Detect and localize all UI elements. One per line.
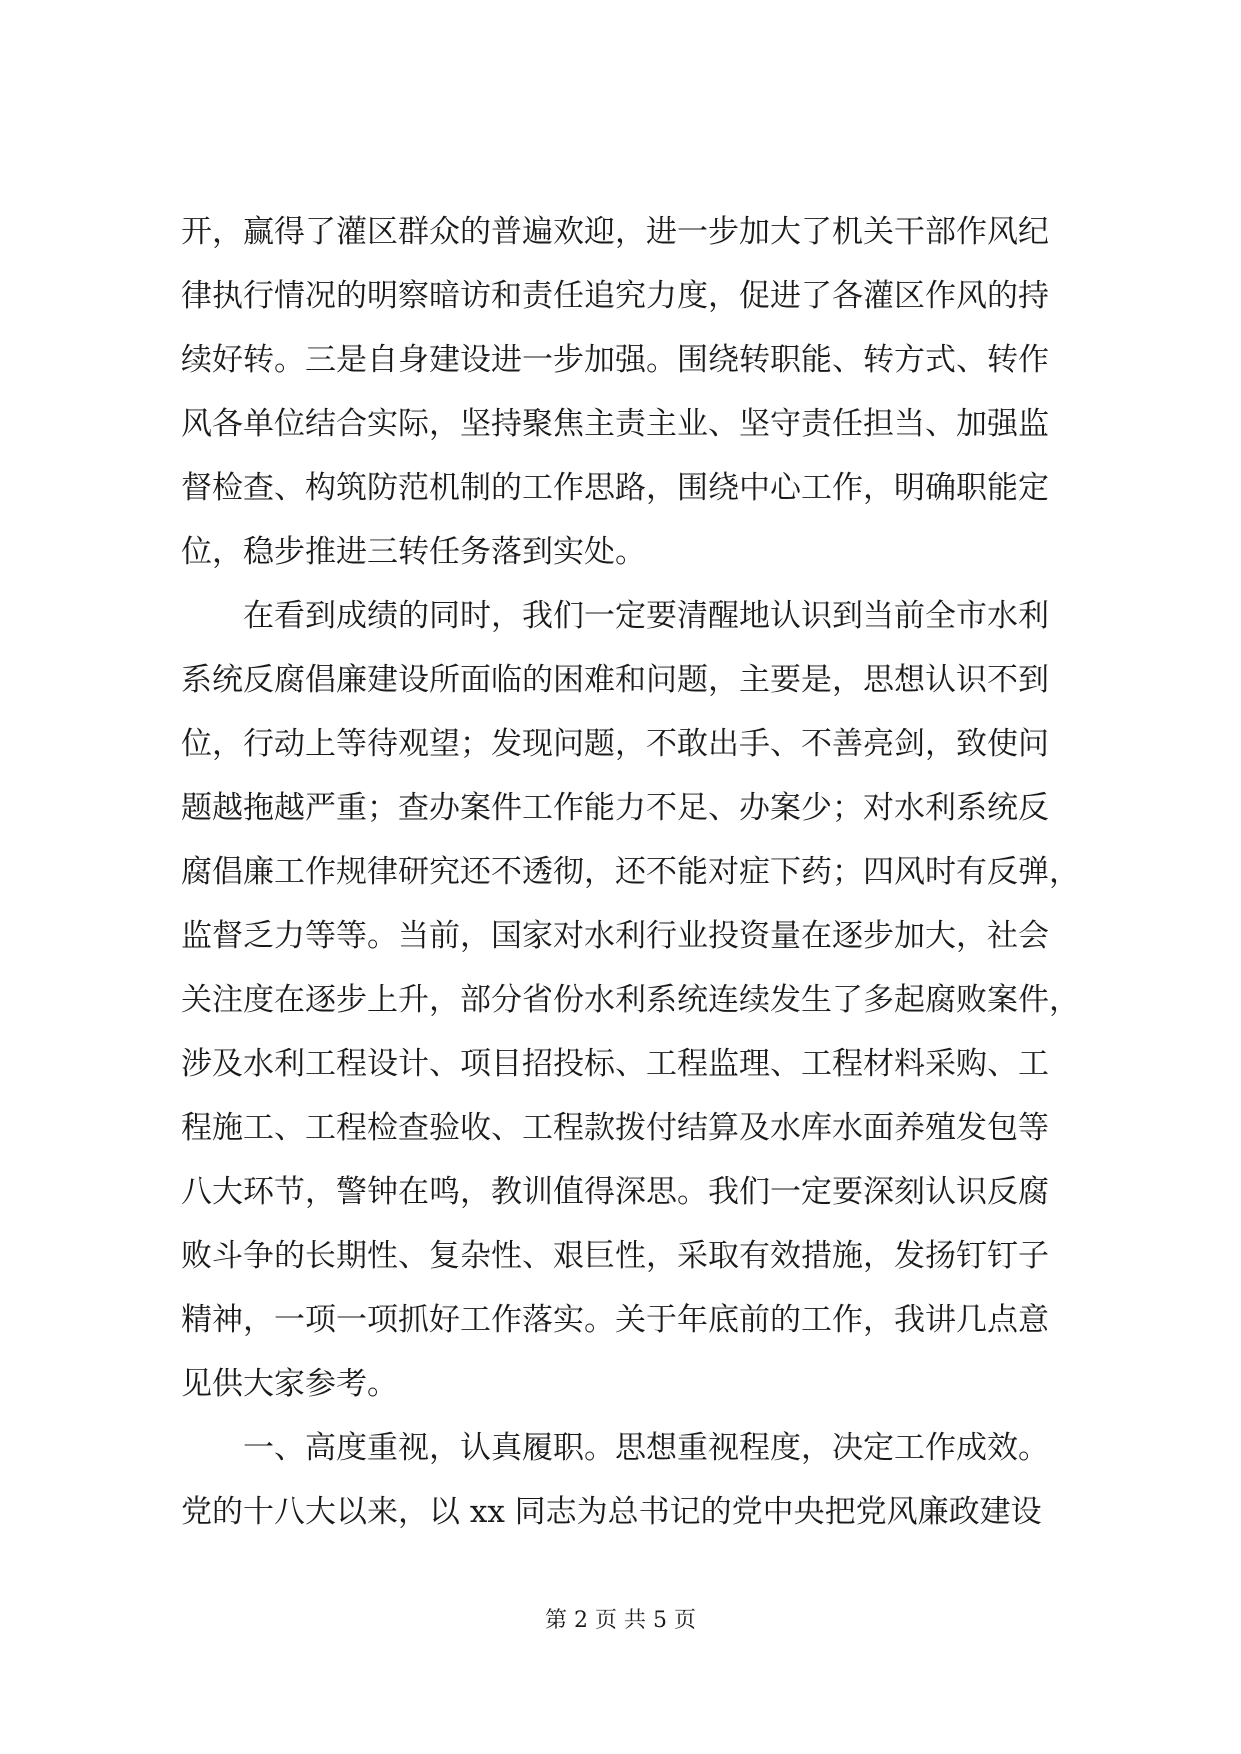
text-line: 党的十八大以来，以 xx 同志为总书记的党中央把党风廉政建设 [181, 1494, 1042, 1530]
text-line: 涉及水利工程设计、项目招投标、工程监理、工程材料采购、工 [181, 1046, 1049, 1082]
text-line: 系统反腐倡廉建设所面临的困难和问题，主要是，思想认识不到 [181, 662, 1049, 698]
document-body [181, 200, 1101, 1544]
text-line: 开，赢得了灌区群众的普遍欢迎，进一步加大了机关干部作风纪 [181, 214, 1049, 250]
text-line: 位，稳步推进三转任务落到实处。 [181, 534, 646, 570]
text-line: 续好转。三是自身建设进一步加强。围绕转职能、转方式、转作 [181, 342, 1049, 378]
text-line: 题越拖越严重；查办案件工作能力不足、办案少；对水利系统反 [181, 790, 1049, 826]
text-line: 见供大家参考。 [181, 1366, 398, 1402]
text-line: 八大环节，警钟在鸣，教训值得深思。我们一定要深刻认识反腐 [181, 1174, 1049, 1210]
section-heading-line: 一、高度重视，认真履职。思想重视程度，决定工作成效。 [243, 1430, 1049, 1466]
text-line: 关注度在逐步上升，部分省份水利系统连续发生了多起腐败案件， [181, 982, 1080, 1018]
text-line: 律执行情况的明察暗访和责任追究力度，促进了各灌区作风的持 [181, 278, 1049, 314]
text-line: 督检查、构筑防范机制的工作思路，围绕中心工作，明确职能定 [181, 470, 1049, 506]
text-line: 位，行动上等待观望；发现问题，不敢出手、不善亮剑，致使问 [181, 726, 1049, 762]
text-line: 程施工、工程检查验收、工程款拨付结算及水库水面养殖发包等 [181, 1110, 1049, 1146]
text-line: 风各单位结合实际，坚持聚焦主责主业、坚守责任担当、加强监 [181, 406, 1049, 442]
page-footer: 第 2 页 共 5 页 [545, 1608, 696, 1633]
text-line: 监督乏力等等。当前，国家对水利行业投资量在逐步加大，社会 [181, 918, 1049, 954]
text-line: 腐倡廉工作规律研究还不透彻，还不能对症下药；四风时有反弹， [181, 854, 1080, 890]
paragraph-start-line: 在看到成绩的同时，我们一定要清醒地认识到当前全市水利 [243, 598, 1049, 634]
text-line: 败斗争的长期性、复杂性、艰巨性，采取有效措施，发扬钉钉子 [181, 1238, 1049, 1274]
text-line: 精神，一项一项抓好工作落实。关于年底前的工作，我讲几点意 [181, 1302, 1049, 1338]
